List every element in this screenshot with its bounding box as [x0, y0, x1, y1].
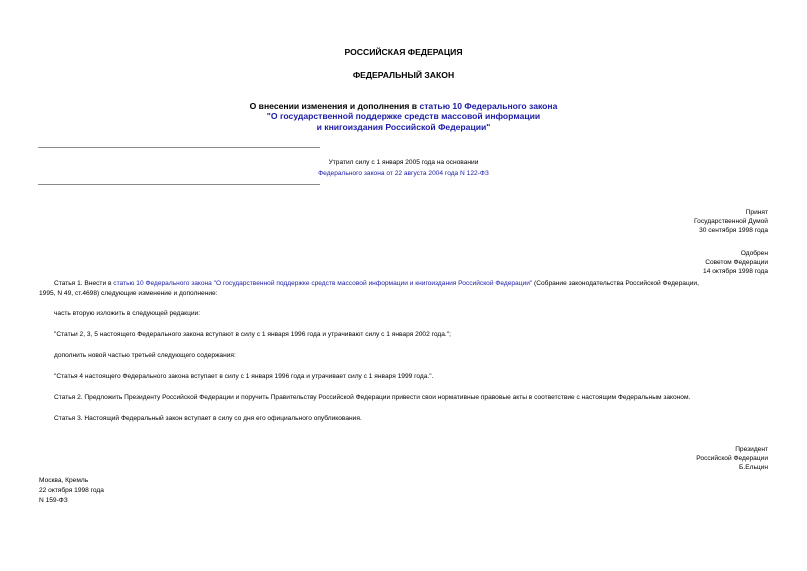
article-1-paragraph-2: "Статьи 2, 3, 5 настоящего Федерального закона вступают в силу с 1 января 1996 года и утрачивают силу с 1 января 2002 года."; — [54, 331, 451, 338]
approved-label: Одобрен — [740, 250, 768, 257]
article-1-paragraph-3: дополнить новой частью третьей следующего содержания: — [54, 352, 236, 359]
approval-block — [703, 249, 768, 277]
article-3: Статья 3. Настоящий Федеральный закон вступает в силу со дня его официального опубликования. — [54, 415, 362, 422]
divider-top — [38, 147, 320, 148]
document-type-heading: ФЕДЕРАЛЬНЫЙ ЗАКОН — [352, 70, 455, 80]
accepted-label: Принят — [745, 209, 768, 216]
law-number: N 159-ФЗ — [39, 497, 68, 505]
article-2: Статья 2. Предложить Президенту Российской Федерации и поручить Правительству Российской Федерации привести свои нормативные правовые акты в соответствие с настоящим Федеральным законом. — [54, 394, 691, 401]
place-block — [39, 476, 104, 507]
title-law-link-line2[interactable]: "О государственной поддержке средств массовой информации — [266, 111, 541, 122]
law-title — [0, 101, 807, 132]
title-law-link-line3[interactable]: и книгоиздания Российской Федерации" — [316, 121, 491, 132]
article-1-start: Статья 1. Внести в — [54, 280, 114, 287]
article-1-law-link[interactable]: "О государственной поддержке средств массовой информации и книгоиздания Российской Федерации" — [213, 280, 533, 287]
adoption-block — [694, 208, 768, 236]
country-heading: РОССИЙСКАЯ ФЕДЕРАЦИЯ — [344, 47, 463, 57]
signature-block — [696, 445, 768, 473]
place-date: 22 октября 1998 года — [39, 487, 104, 495]
article-1 — [39, 279, 769, 299]
accepted-by: Государственной Думой — [694, 218, 768, 226]
signature-name: Б.Ельцин — [739, 464, 768, 472]
article-1-line2: 1995, N 49, ст.4698) следующие изменение и дополнение: — [39, 290, 218, 298]
title-article-link[interactable]: статью 10 Федерального закона — [419, 101, 558, 111]
article-1-paragraph-1: часть вторую изложить в следующей редакции: — [54, 310, 201, 317]
divider-bottom — [38, 184, 320, 185]
approved-by: Советом Федерации — [705, 259, 768, 267]
signature-title-2: Российской Федерации — [696, 455, 768, 463]
article-1-citation: (Собрание законодательства Российской Федерации, — [532, 280, 699, 287]
accepted-date: 30 сентября 1998 года — [699, 227, 768, 235]
article-1-article-link[interactable]: статью 10 Федерального закона — [113, 280, 212, 287]
signature-title-1: Президент — [735, 446, 768, 453]
approved-date: 14 октября 1998 года — [703, 268, 768, 276]
repeal-law-link[interactable]: Федерального закона от 22 августа 2004 года N 122-ФЗ — [318, 170, 489, 177]
place-city: Москва, Кремль — [39, 477, 89, 484]
repeal-note: Утратил силу с 1 января 2005 года на основании — [328, 159, 479, 166]
article-1-paragraph-4: "Статья 4 настоящего Федерального закона вступает в силу с 1 января 1996 года и утрачивает силу с 1 января 1999 года.". — [54, 373, 434, 380]
title-prefix: О внесении изменения и дополнения в — [249, 101, 420, 111]
